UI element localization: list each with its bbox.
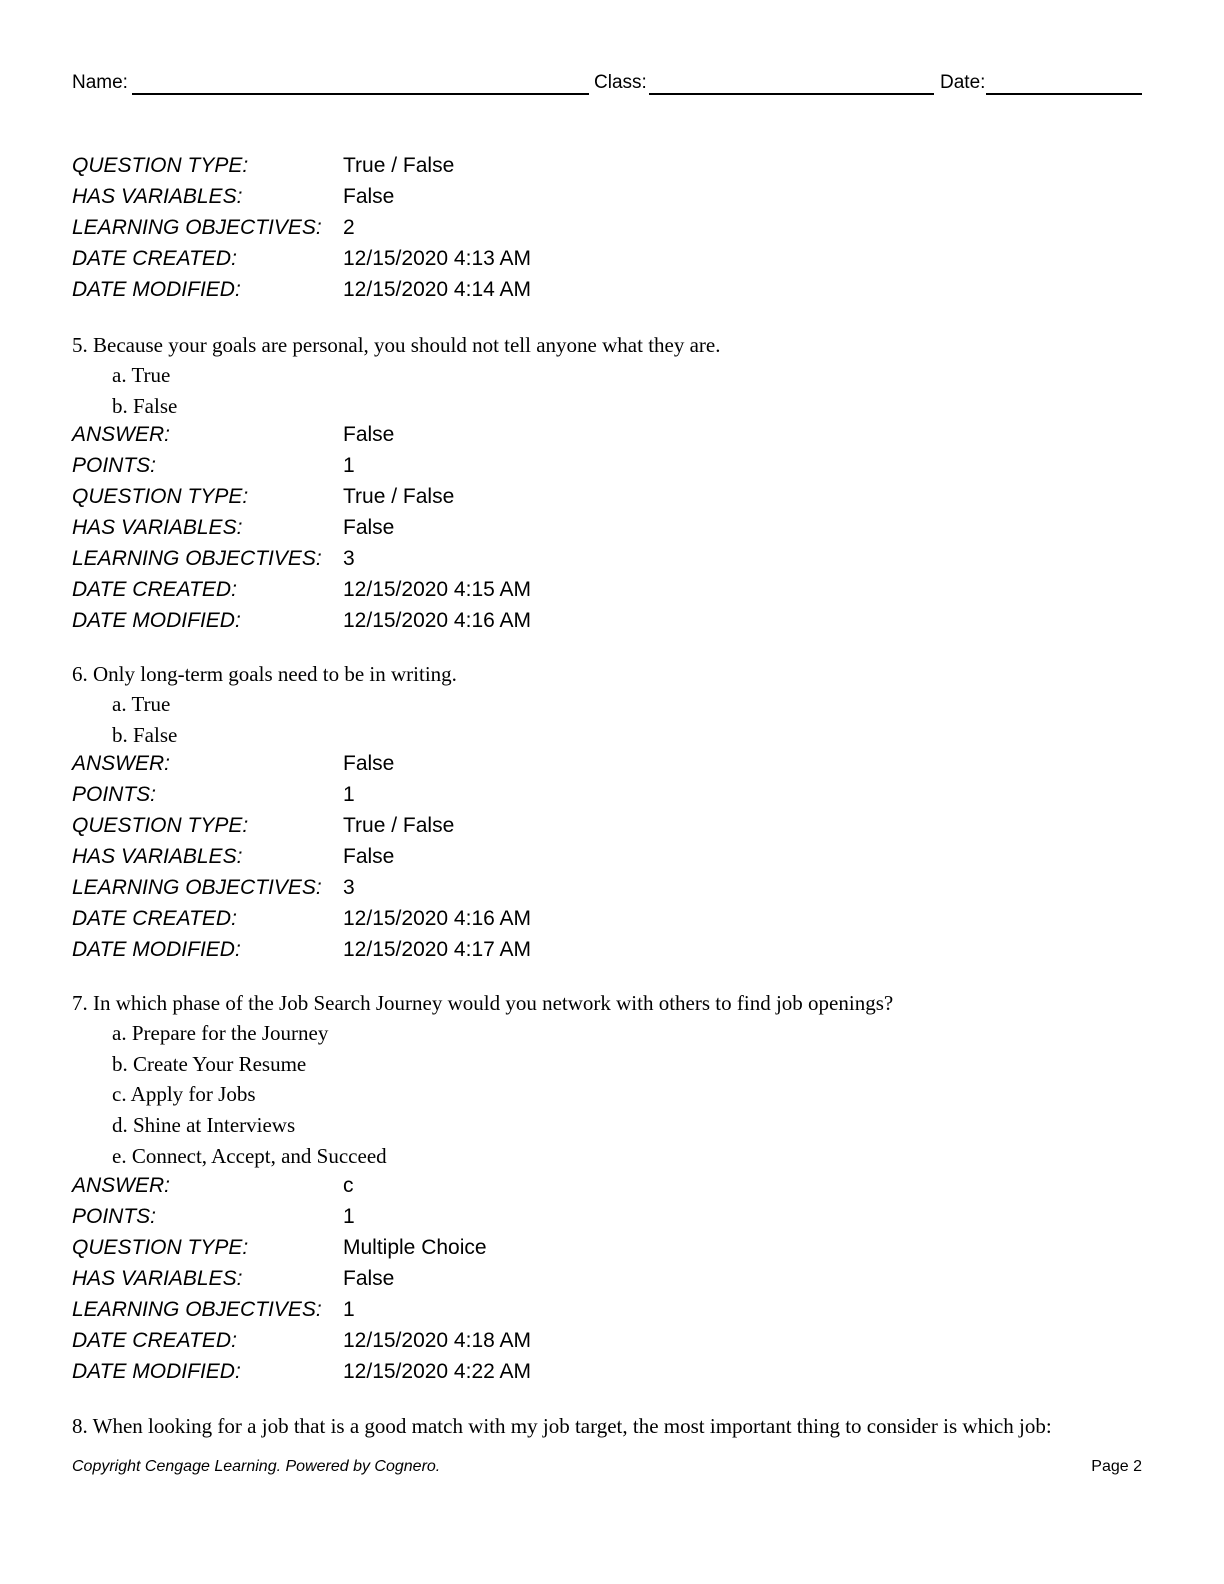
- meta-value: 1: [343, 783, 355, 806]
- meta-key: ANSWER:: [72, 1174, 171, 1197]
- meta-value: True / False: [343, 154, 455, 177]
- meta-key: QUESTION TYPE:: [72, 814, 249, 837]
- meta-key: HAS VARIABLES:: [72, 185, 243, 208]
- meta-key: HAS VARIABLES:: [72, 516, 243, 539]
- meta-key: LEARNING OBJECTIVES:: [72, 876, 322, 899]
- answer-choice: d. Shine at Interviews: [112, 1113, 296, 1138]
- answer-choice: b. False: [112, 722, 178, 747]
- date-blank-line: [986, 93, 1142, 95]
- meta-value: False: [343, 516, 395, 539]
- meta-value: 1: [343, 454, 355, 477]
- meta-key: DATE CREATED:: [72, 907, 237, 930]
- answer-choice: b. False: [112, 393, 178, 418]
- question-7: [72, 988, 893, 1171]
- page-footer: [72, 1458, 1142, 1480]
- meta-value: 12/15/2020 4:14 AM: [343, 278, 531, 301]
- meta-key: LEARNING OBJECTIVES:: [72, 216, 322, 239]
- meta-value: False: [343, 1267, 395, 1290]
- meta-key: QUESTION TYPE:: [72, 154, 249, 177]
- meta-value: False: [343, 752, 395, 775]
- meta-value: 12/15/2020 4:17 AM: [343, 938, 531, 961]
- class-label: Class:: [594, 72, 647, 93]
- meta-value: 12/15/2020 4:16 AM: [343, 907, 531, 930]
- question-6: [72, 659, 457, 750]
- meta-value: False: [343, 185, 395, 208]
- answer-choice: e. Connect, Accept, and Succeed: [112, 1143, 387, 1168]
- meta-key: POINTS:: [72, 1205, 157, 1228]
- meta-value: 1: [343, 1205, 355, 1228]
- meta-value: False: [343, 423, 395, 446]
- meta-key: HAS VARIABLES:: [72, 1267, 243, 1290]
- meta-value: 12/15/2020 4:15 AM: [343, 578, 531, 601]
- copyright-text: Copyright Cengage Learning. Powered by Cognero.: [72, 1458, 441, 1475]
- meta-value: True / False: [343, 814, 455, 837]
- date-label: Date:: [940, 72, 986, 93]
- answer-choice: b. Create Your Resume: [112, 1051, 307, 1076]
- meta-key: HAS VARIABLES:: [72, 845, 243, 868]
- meta-value: 12/15/2020 4:13 AM: [343, 247, 531, 270]
- meta-key: DATE CREATED:: [72, 247, 237, 270]
- meta-value: 3: [343, 876, 355, 899]
- meta-value: Multiple Choice: [343, 1236, 487, 1259]
- meta-value: False: [343, 845, 395, 868]
- name-label: Name:: [72, 72, 128, 93]
- meta-key: LEARNING OBJECTIVES:: [72, 1298, 322, 1321]
- meta-key: ANSWER:: [72, 752, 171, 775]
- meta-key: DATE MODIFIED:: [72, 938, 241, 961]
- student-info-header: [72, 70, 1142, 98]
- meta-key: DATE CREATED:: [72, 578, 237, 601]
- question-stem: 8. When looking for a job that is a good match with my job target, the most important thing to consider is which job:: [72, 1414, 1052, 1438]
- meta-value: 1: [343, 1298, 355, 1321]
- meta-value: c: [343, 1174, 354, 1197]
- question-stem: 7. In which phase of the Job Search Journey would you network with others to find job openings?: [72, 991, 894, 1015]
- meta-key: QUESTION TYPE:: [72, 1236, 249, 1259]
- meta-key: ANSWER:: [72, 423, 171, 446]
- meta-key: QUESTION TYPE:: [72, 485, 249, 508]
- meta-value: 3: [343, 547, 355, 570]
- question-5: [72, 330, 720, 421]
- answer-choice: c. Apply for Jobs: [112, 1082, 256, 1107]
- meta-value: 12/15/2020 4:18 AM: [343, 1329, 531, 1352]
- answer-choice: a. Prepare for the Journey: [112, 1021, 329, 1045]
- meta-value: 2: [343, 216, 355, 239]
- question-8: [72, 1411, 1052, 1441]
- meta-key: LEARNING OBJECTIVES:: [72, 547, 322, 570]
- meta-key: DATE MODIFIED:: [72, 278, 241, 301]
- meta-key: POINTS:: [72, 783, 157, 806]
- question-stem: 5. Because your goals are personal, you should not tell anyone what they are.: [72, 333, 721, 357]
- class-blank-line: [649, 93, 934, 95]
- question-stem: 6. Only long-term goals need to be in writing.: [72, 662, 457, 686]
- meta-key: POINTS:: [72, 454, 157, 477]
- meta-value: 12/15/2020 4:16 AM: [343, 609, 531, 632]
- meta-key: DATE MODIFIED:: [72, 609, 241, 632]
- meta-value: 12/15/2020 4:22 AM: [343, 1360, 531, 1383]
- answer-choice: a. True: [112, 692, 171, 716]
- name-blank-line: [132, 93, 589, 95]
- answer-choice: a. True: [112, 363, 171, 387]
- page-number: Page 2: [1091, 1458, 1142, 1475]
- meta-key: DATE MODIFIED:: [72, 1360, 241, 1383]
- meta-value: True / False: [343, 485, 455, 508]
- meta-key: DATE CREATED:: [72, 1329, 237, 1352]
